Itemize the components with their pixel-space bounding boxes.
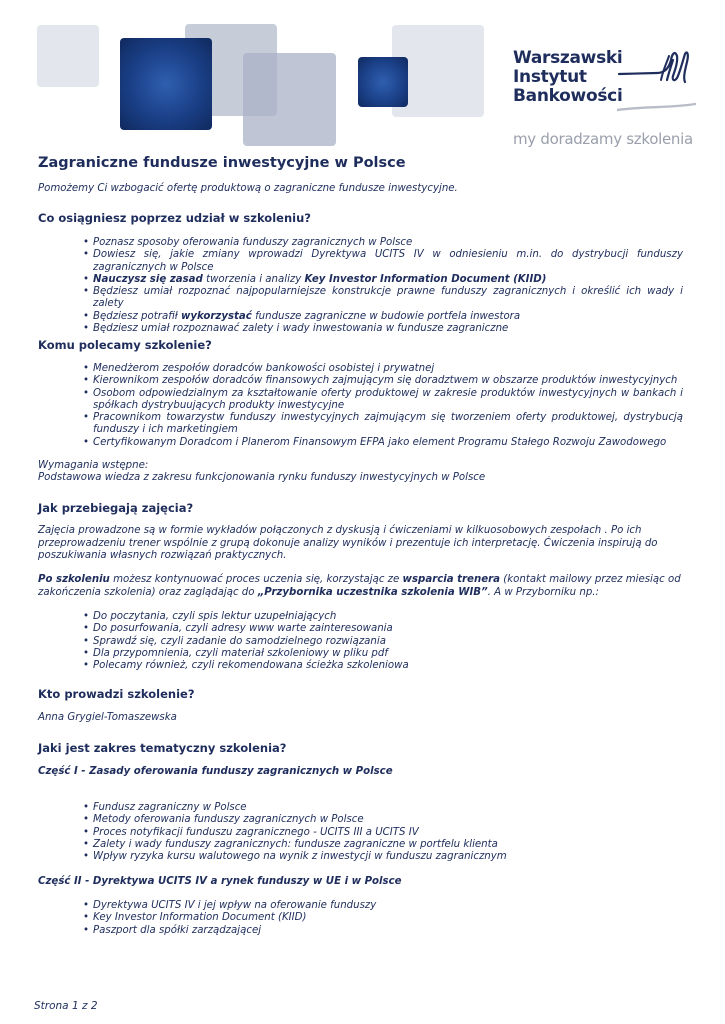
list-item: • Dla przypomnienia, czyli materiał szkoleniowy w pliku pdf (83, 648, 683, 660)
list-item: • Do posurfowania, czyli adresy www warte zainteresowania (83, 623, 683, 635)
section-heading: Jak przebiegają zajęcia? (38, 501, 194, 515)
logo-line: Warszawski (513, 48, 623, 68)
list-item: • Będziesz umiał rozpoznać najpopularniejsze konstrukcje prawne funduszy zagranicznych i określić ich wady i zalety (83, 286, 683, 311)
signature-icon (617, 46, 697, 121)
bold-text: „Przybornika uczestnika szkolenia WIB” (257, 586, 488, 598)
list-item: • Key Investor Information Document (KIID) (83, 912, 683, 924)
intro-text: Pomożemy Ci wzbogacić ofertę produktową o zagraniczne fundusze inwestycyjne. (38, 183, 458, 194)
bold-text: wykorzystać (180, 310, 252, 322)
list-item: • Pracownikom towarzystw funduszy inwestycyjnych zajmującym się tworzeniem oferty produktowej, dystrybucją funduszy i ich marketingiem (83, 412, 683, 437)
list-item: • Osobom odpowiedzialnym za kształtowanie oferty produktowej w zakresie produktów inwestycyjnych w bankach i spółkach dystrybuujących produkty inwestycyjne (83, 388, 683, 413)
text: możesz kontynuować proces uczenia się, korzystając ze (109, 574, 403, 585)
list-item: • Polecamy również, czyli rekomendowana ścieżka szkoleniowa (83, 660, 683, 672)
decor-square (243, 53, 336, 146)
list-item: • Dowiesz się, jakie zmiany wprowadzi Dyrektywa UCITS IV w odniesieniu m.in. do dystrybucji funduszy zagranicznych w Polsce (83, 249, 683, 274)
list-item: • Kierownikom zespołów doradców finansowych zajmującym się doradztwem w obszarze produktów inwestycyjnych (83, 375, 683, 387)
tagline: my doradzamy szkolenia (513, 130, 693, 148)
format-paragraph: Zajęcia prowadzone są w formie wykładów połączonych z dyskusją i ćwiczeniami w kilkuosobowych zespołach . Po ich przeprowadzeniu trener wspólnie z grupą dokonuje analizy wyników i prezentuje ich interpretację. Ćwiczenia inspirują do poszukiwania własnych rozwiązań praktycznych. (38, 525, 658, 561)
section-heading: Co osiągniesz poprzez udział w szkoleniu? (38, 211, 311, 225)
list-item: • Certyfikowanym Doradcom i Planerom Finansowym EFPA jako element Programu Stałego Rozwoju Zawodowego (83, 437, 683, 449)
bold-text: wsparcia trenera (402, 574, 501, 585)
text: fundusze zagraniczne w budowie portfela inwestora (251, 310, 521, 322)
bold-text: Nauczysz się zasad (93, 273, 203, 285)
list-item: • Będziesz umiał rozpoznawać zalety i wady inwestowania w fundusze zagraniczne (83, 323, 683, 335)
audience-list (83, 363, 683, 449)
list-item: • Wpływ ryzyka kursu walutowego na wynik z inwestycji w funduszu zagranicznym (83, 851, 683, 863)
list-item (83, 311, 683, 323)
section-heading: Kto prowadzi szkolenie? (38, 687, 195, 701)
header-banner (0, 0, 725, 150)
text: Będziesz potrafił (93, 310, 181, 322)
page-number: Strona 1 z 2 (34, 1000, 98, 1012)
part-title: Część II - Dyrektywa UCITS IV a rynek funduszy w UE i w Polsce (38, 876, 402, 887)
decor-square (37, 25, 99, 87)
logo-line: Bankowości (513, 86, 623, 106)
part1-list (83, 802, 683, 863)
text: (kontakt mailowy przez miesiąc od zakończenia szkolenia) oraz zaglądając do (38, 574, 681, 598)
bold-text: Key Investor Information Document (KIID) (304, 273, 547, 285)
gains-list (83, 237, 683, 335)
requirements-text: Podstawowa wiedza z zakresu funkcjonowania rynku funduszy inwestycyjnych w Polsce (38, 472, 486, 483)
decor-square-blue (358, 57, 408, 107)
trainer-name: Anna Grygiel-Tomaszewska (38, 712, 177, 723)
page-title: Zagraniczne fundusze inwestycyjne w Polsce (38, 155, 406, 171)
list-item: • Sprawdź się, czyli zadanie do samodzielnego rozwiązania (83, 636, 683, 648)
list-item: • Menedżerom zespołów doradców bankowości osobistej i prywatnej (83, 363, 683, 375)
list-item: • Dyrektywa UCITS IV i jej wpływ na oferowanie funduszy (83, 900, 683, 912)
after-training-paragraph (38, 574, 685, 599)
list-item: • Fundusz zagraniczny w Polsce (83, 802, 683, 814)
decor-square-blue (120, 38, 212, 130)
text: tworzenia i analizy (202, 273, 305, 285)
requirements-label: Wymagania wstępne: (38, 460, 149, 471)
list-item: • Do poczytania, czyli spis lektur uzupełniających (83, 611, 683, 623)
list-item: • Paszport dla spółki zarządzającej (83, 925, 683, 937)
list-item: • Metody oferowania funduszy zagranicznych w Polsce (83, 814, 683, 826)
part-title: Część I - Zasady oferowania funduszy zagranicznych w Polsce (38, 766, 393, 777)
logo-line: Instytut (513, 67, 587, 87)
part2-list (83, 900, 683, 937)
section-heading: Komu polecamy szkolenie? (38, 338, 212, 352)
list-item: • Poznasz sposoby oferowania funduszy zagranicznych w Polsce (83, 237, 683, 249)
bold-text: Po szkoleniu (38, 574, 110, 585)
list-item (83, 274, 683, 286)
list-item: • Proces notyfikacji funduszu zagranicznego - UCITS III a UCITS IV (83, 827, 683, 839)
text: . A w Przyborniku np.: (487, 586, 599, 598)
toolbox-list (83, 611, 683, 672)
section-heading: Jaki jest zakres tematyczny szkolenia? (38, 741, 287, 755)
list-item: • Zalety i wady funduszy zagranicznych: fundusze zagraniczne w portfelu klienta (83, 839, 683, 851)
